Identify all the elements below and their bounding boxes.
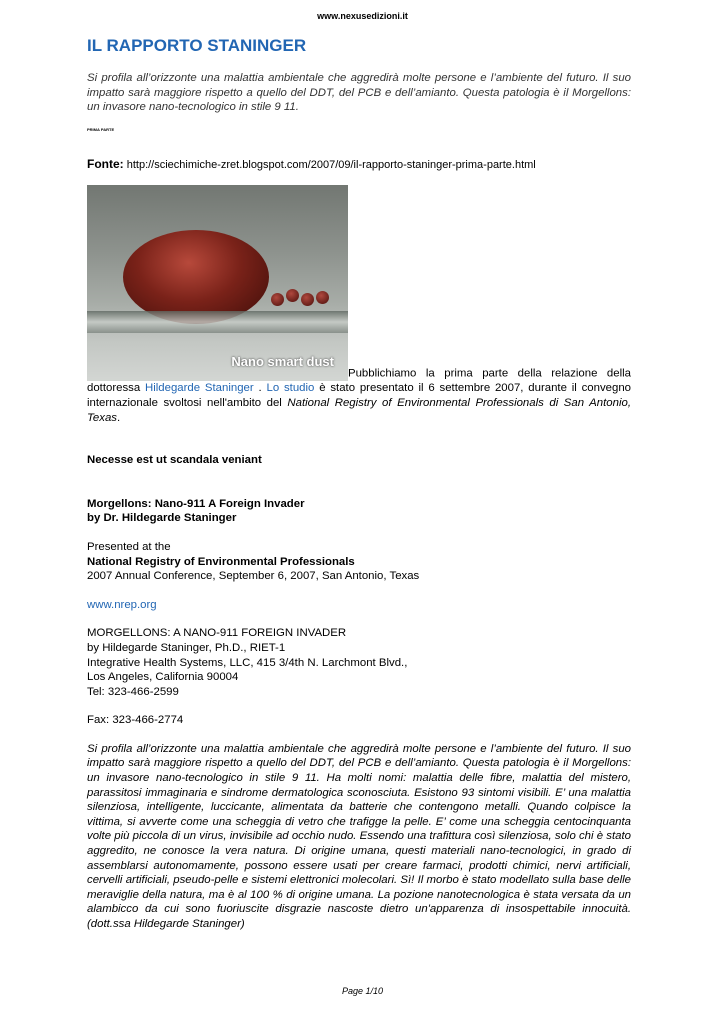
presented-org: National Registry of Environmental Professionals [87, 555, 355, 568]
abstract-paragraph: Si profila all’orizzonte una malattia ambientale che aggredirà molte persone e l’ambiente del futuro. Il suo impatto sarà maggiore rispetto a quello del DDT, del PCB e dell’amianto. Questa patologia è il Morgellons: un invasore nano-tecnologico in stile 9 11. Ha molti nomi: malattia delle fibre, malattia del mistero, parassitosi immaginaria e sindrome dermatologica sconosciuta. Esistono 93 sintomi visibili. E’ una malattia silenziosa, intelligente, luccicante, alimentata da batterie che contengono metalli. Quando colpisce la vittima, si avverte come una scheggia di vetro che trafigge la pelle. E’ come una scheggia centocinquanta volte più piccola di un virus, invisibile ad occhio nudo. Essendo una trafittura così silenziosa, solo chi è stato aggredito, ne conosce la vera natura. Di origine umana, questi materiali nano-tecnologici, in grado di assemblarsi autonomamente, possono essere usati per creare farmaci, prodotti chimici, nervi artificiali, cervelli artificiali, pseudo-pelle e sistemi elettronici molecolari. Sì! Il morbo è stato modellato sulla base delle meraviglie della natura, ma è al 100 % di origine umana. La pozione nanotecnologica è stata versata da un alambicco da cui sono fuoriuscite disgrazie nascoste dietro un'apparenza di insospettabile innocuità. (dott.ssa Hildegarde Staninger) [87, 742, 631, 930]
nano-smart-dust-image [87, 185, 348, 381]
source-line [87, 157, 631, 173]
presented-block [87, 540, 631, 584]
bead-shape [271, 293, 284, 306]
separator: . [253, 382, 267, 395]
study-link[interactable]: Lo studio [266, 382, 315, 395]
article-text: Pubblichiamo la prima parte della relazione della dottoressa [87, 367, 631, 395]
bead-shape [316, 291, 329, 304]
part-tag: PRIMA PARTE [87, 126, 115, 132]
contact-city: Los Angeles, California 90004 [87, 671, 239, 684]
contact-company: Integrative Health Systems, LLC, 415 3/4th N. Larchmont Blvd., [87, 656, 408, 669]
source-url[interactable]: http://sciechimiche-zret.blogspot.com/2007/09/il-rapporto-staninger-prima-parte.html [126, 158, 536, 171]
header-site-url: www.nexusedizioni.it [317, 11, 408, 21]
presented-label: Presented at the [87, 540, 171, 553]
contact-block [87, 626, 631, 699]
event-name: National Registry of Environmental Professionals di San Antonio, Texas [87, 396, 631, 424]
author-link[interactable]: Hildegarde Staninger [145, 382, 254, 395]
article-text-end: . [116, 411, 121, 424]
paper-heading [87, 497, 631, 526]
website-link[interactable]: www.nrep.org [87, 598, 157, 611]
contact-heading: MORGELLONS: A NANO-911 FOREIGN INVADER [87, 627, 347, 640]
website-line [87, 598, 631, 613]
bead-shape [301, 293, 314, 306]
intro-paragraph [87, 185, 631, 425]
intro-summary: Si profila all’orizzonte una malattia ambientale che aggredirà molte persone e l’ambiente del futuro. Il suo impatto sarà maggiore rispetto a quello del DDT, del PCB e dell’amianto. Questa patologia è il Morgellons: un invasore nano-tecnologico in stile 9 11. [87, 72, 631, 114]
red-blob-shape [123, 230, 269, 324]
bead-shape [286, 289, 299, 302]
paper-author: by Dr. Hildegarde Staninger [87, 512, 237, 525]
presented-conference: 2007 Annual Conference, September 6, 2007, San Antonio, Texas [87, 570, 420, 583]
article-text: è stato presentato il 6 settembre 2007, durante il convegno internazionale svoltosi nell'ambito del [87, 382, 632, 409]
contact-author: by Hildegarde Staninger, Ph.D., RIET-1 [87, 641, 286, 654]
glass-ring-shape [87, 311, 348, 333]
contact-tel: Tel: 323-466-2599 [87, 685, 179, 698]
page-number: Page 1/10 [341, 986, 384, 996]
contact-fax: Fax: 323-466-2774 [87, 714, 184, 727]
paper-title: Morgellons: Nano-911 A Foreign Invader [87, 497, 305, 510]
image-caption: Nano smart dust [231, 353, 334, 369]
source-label: Fonte: [87, 156, 124, 171]
motto: Necesse est ut scandala veniant [87, 454, 262, 467]
page-title: IL RAPPORTO STANINGER [87, 36, 307, 55]
article-content [87, 36, 631, 932]
